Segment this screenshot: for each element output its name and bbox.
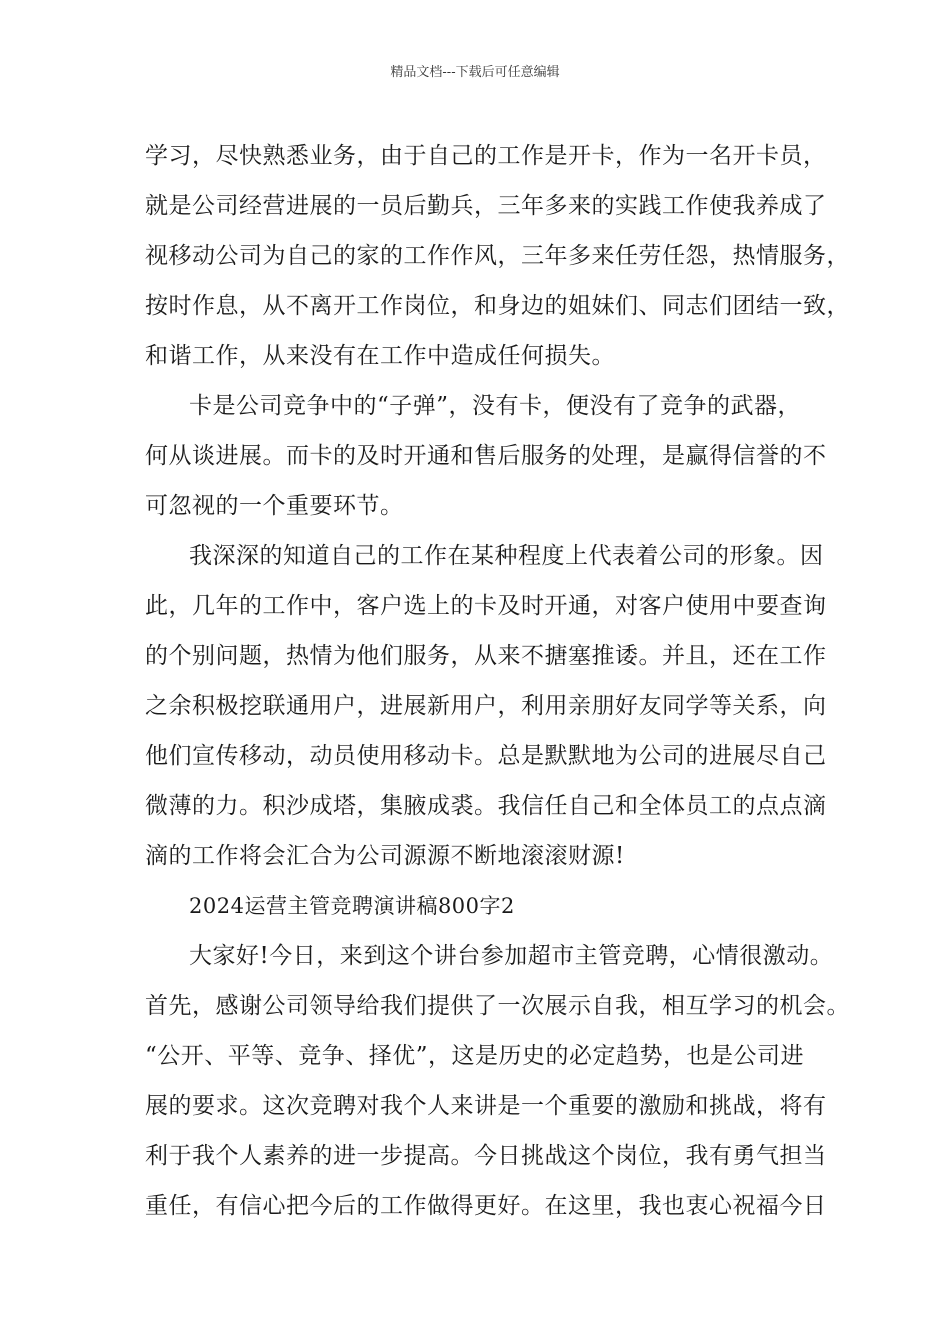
paragraph [145,381,835,531]
text-line: 大家好!今日，来到这个讲台参加超市主管竞聘，心情很激动。 [189,943,834,969]
text-line: 和谐工作，从来没有在工作中造成任何损失。 [145,343,615,369]
text-line: 就是公司经营进展的一员后勤兵，三年多来的实践工作使我养成了 [145,193,827,219]
text-line: 卡是公司竞争中的“子弹”，没有卡，便没有了竞争的武器， [189,393,802,419]
paragraph [145,931,850,1231]
paragraph [145,531,835,881]
text-line: 学习，尽快熟悉业务，由于自己的工作是开卡，作为一名开卡员， [145,143,827,169]
text-line: 按时作息，从不离开工作岗位，和身边的姐妹们、同志们团结一致， [145,293,850,319]
text-line: 利于我个人素养的进一步提高。今日挑战这个岗位，我有勇气担当 [145,1143,827,1169]
text-line: 何从谈进展。而卡的及时开通和售后服务的处理，是赢得信誉的不 [145,443,827,469]
text-line: 之余积极挖联通用户，进展新用户，利用亲朋好友同学等关系，向 [145,693,827,719]
section-heading-text: 2024运营主管竞聘演讲稿800字2 [189,894,515,918]
paragraph [145,131,850,381]
text-line: 可忽视的一个重要环节。 [145,493,404,519]
text-line: 重任，有信心把今后的工作做得更好。在这里，我也衷心祝福今日 [145,1193,827,1219]
text-line: 滴的工作将会汇合为公司源源不断地滚滚财源! [145,843,625,869]
text-line: 视移动公司为自己的家的工作作风，三年多来任劳任怨，热情服务， [145,243,850,269]
text-line: 的个别问题，热情为他们服务，从来不搪塞推诿。并且，还在工作 [145,643,827,669]
text-line: “公开、平等、竞争、择优”，这是历史的必定趋势，也是公司进 [145,1043,805,1069]
text-line: 首先，感谢公司领导给我们提供了一次展示自我，相互学习的机会。 [145,993,850,1019]
text-line: 微薄的力。积沙成塔，集腋成裘。我信任自己和全体员工的点点滴 [145,793,827,819]
text-line: 我深深的知道自己的工作在某种程度上代表着公司的形象。因 [189,543,824,569]
text-line: 展的要求。这次竞聘对我个人来讲是一个重要的激励和挑战，将有 [145,1093,827,1119]
text-line: 他们宣传移动，动员使用移动卡。总是默默地为公司的进展尽自己 [145,743,827,769]
document-body [145,131,850,1231]
section-heading [145,881,835,931]
text-line: 此，几年的工作中，客户选上的卡及时开通，对客户使用中要查询 [145,593,827,619]
page-header: 精品文档---下载后可任意编辑 [390,65,560,80]
